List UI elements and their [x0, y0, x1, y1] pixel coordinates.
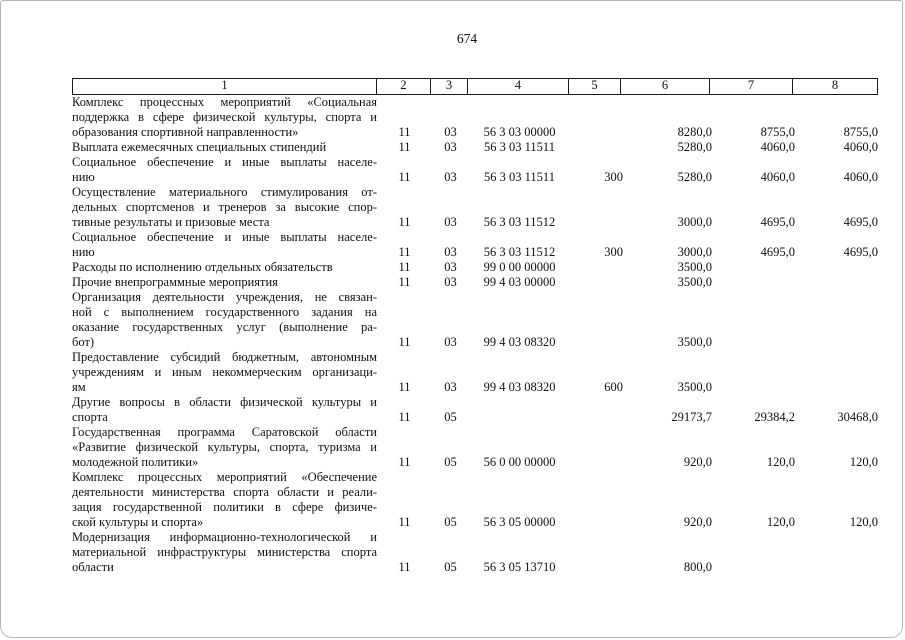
amount-cell-year1: 3000,0	[677, 215, 712, 229]
amount-cell-year3: 8755,0	[843, 125, 878, 139]
column-header-2: 2	[377, 79, 431, 94]
table-row	[72, 530, 878, 575]
name-line: «Развитие физической культуры, спорта, туризма и	[72, 440, 377, 454]
name-line: оказание государственных услуг (выполнение ра-	[72, 320, 377, 334]
amount-cell-year1: 5280,0	[677, 170, 712, 184]
amount-cell-year1: 5280,0	[677, 140, 712, 154]
subsection-code-cell: 05	[444, 455, 457, 469]
column-header-3: 3	[431, 79, 468, 94]
amount-cell-year1: 3500,0	[677, 380, 712, 394]
subsection-code-cell: 05	[444, 410, 457, 424]
name-cell	[72, 275, 377, 290]
amount-cell-year2	[712, 350, 795, 395]
section-code-cell: 11	[398, 140, 411, 154]
amount-cell-year2	[712, 530, 795, 575]
subsection-code-cell: 03	[444, 140, 457, 154]
column-header-7: 7	[710, 79, 793, 94]
amount-cell-year3: 30468,0	[837, 410, 878, 424]
name-line: бот)	[72, 335, 95, 349]
table-header-row	[72, 78, 878, 95]
name-line: Прочие внепрограммные мероприятия	[72, 275, 278, 289]
name-cell	[72, 95, 377, 140]
subsection-code-cell: 03	[444, 260, 457, 274]
budget-table	[72, 78, 878, 575]
section-code-cell: 11	[398, 215, 411, 229]
target-article-code-cell: 56 3 03 11511	[484, 170, 555, 184]
amount-cell-year3	[795, 290, 878, 350]
section-code-cell: 11	[398, 260, 411, 274]
table-row	[72, 470, 878, 530]
name-line: области	[72, 560, 114, 574]
column-header-6: 6	[621, 79, 710, 94]
amount-cell-year2: 120,0	[766, 515, 795, 529]
name-line: Модернизация информационно-технологической и	[72, 530, 377, 544]
amount-cell-year1: 800,0	[683, 560, 712, 574]
target-article-code-cell: 56 3 03 11512	[483, 245, 556, 259]
name-line: ной с выполнением государственного задания на	[72, 305, 377, 319]
amount-cell-year2: 4060,0	[760, 140, 795, 154]
name-line: Расходы по исполнению отдельных обязательств	[72, 260, 333, 274]
name-line: деятельности министерства спорта области и реали-	[72, 485, 377, 499]
amount-cell-year1: 8280,0	[677, 125, 712, 139]
amount-cell-year3	[795, 350, 878, 395]
target-article-code-cell: 56 3 03 00000	[483, 125, 556, 139]
target-article-code-cell: 99 4 03 00000	[483, 275, 556, 289]
name-line: Организация деятельности учреждения, не связан-	[72, 290, 377, 304]
amount-cell-year3: 120,0	[849, 455, 878, 469]
table-row	[72, 395, 878, 425]
name-cell	[72, 470, 377, 530]
table-row	[72, 425, 878, 470]
amount-cell-year1: 920,0	[683, 455, 712, 469]
expense-type-code-cell	[570, 95, 623, 140]
column-header-1: 1	[73, 79, 377, 94]
name-line: учреждениям и иным некоммерческим организаци-	[72, 365, 377, 379]
amount-cell-year2	[712, 275, 795, 290]
expense-type-code-cell	[570, 530, 623, 575]
target-article-code-cell: 99 0 00 00000	[483, 260, 556, 274]
expense-type-code-cell	[570, 260, 623, 275]
name-cell	[72, 290, 377, 350]
expense-type-code-cell	[570, 425, 623, 470]
name-cell	[72, 140, 377, 155]
expense-type-code-cell	[570, 470, 623, 530]
amount-cell-year3: 4060,0	[843, 140, 878, 154]
amount-cell-year2	[712, 260, 795, 275]
section-code-cell: 11	[398, 170, 411, 184]
subsection-code-cell: 03	[444, 215, 457, 229]
table-row	[72, 350, 878, 395]
name-line: молодежной политики»	[72, 455, 199, 469]
name-line: Осуществление материального стимулирования от-	[72, 185, 377, 199]
amount-cell-year3	[795, 530, 878, 575]
expense-type-code-cell	[570, 290, 623, 350]
expense-type-code-cell: 600	[604, 380, 623, 394]
target-article-code-cell: 99 4 03 08320	[483, 380, 556, 394]
amount-cell-year3: 4060,0	[843, 170, 878, 184]
subsection-code-cell: 03	[444, 380, 457, 394]
amount-cell-year1: 3000,0	[677, 245, 712, 259]
name-line: Социальное обеспечение и иные выплаты населе-	[72, 230, 377, 244]
column-header-5: 5	[569, 79, 621, 94]
subsection-code-cell: 05	[444, 560, 457, 574]
amount-cell-year2: 4060,0	[760, 170, 795, 184]
expense-type-code-cell	[570, 275, 623, 290]
subsection-code-cell: 03	[444, 125, 457, 139]
section-code-cell: 11	[398, 125, 411, 139]
name-line: Социальное обеспечение и иные выплаты населе-	[72, 155, 377, 169]
name-cell	[72, 155, 377, 185]
column-header-4: 4	[468, 79, 569, 94]
name-line: поддержка в сфере физической культуры, спорта и	[72, 110, 377, 124]
subsection-code-cell: 03	[444, 275, 457, 289]
name-cell	[72, 530, 377, 575]
target-article-code-cell: 56 3 03 11512	[483, 215, 556, 229]
section-code-cell: 11	[398, 560, 411, 574]
name-line: Комплекс процессных мероприятий «Обеспечение	[72, 470, 377, 484]
table-row	[72, 140, 878, 155]
section-code-cell: 11	[398, 455, 411, 469]
name-line: зация государственной политики в сфере физиче-	[72, 500, 377, 514]
name-line: спорта	[72, 410, 108, 424]
name-line: Выплата ежемесячных специальных стипендий	[72, 140, 327, 154]
name-cell	[72, 260, 377, 275]
name-line: образования спортивной направленности»	[72, 125, 299, 139]
name-line: ям	[72, 380, 86, 394]
amount-cell-year1: 3500,0	[677, 275, 712, 289]
section-code-cell: 11	[398, 335, 411, 349]
expense-type-code-cell: 300	[604, 170, 623, 184]
table-row	[72, 275, 878, 290]
amount-cell-year1: 3500,0	[677, 260, 712, 274]
expense-type-code-cell	[570, 395, 623, 425]
amount-cell-year1: 920,0	[683, 515, 712, 529]
page-number: 674	[456, 31, 478, 46]
name-line: Другие вопросы в области физической культуры и	[72, 395, 377, 409]
name-cell	[72, 395, 377, 425]
name-line: дельных спортсменов и тренеров за высокие спор-	[72, 200, 377, 214]
table-row	[72, 230, 878, 260]
amount-cell-year3: 4695,0	[843, 245, 878, 259]
subsection-code-cell: 03	[444, 245, 457, 259]
target-article-code-cell: 56 0 00 00000	[483, 455, 556, 469]
section-code-cell: 11	[398, 410, 411, 424]
table-row	[72, 185, 878, 230]
amount-cell-year2: 29384,2	[754, 410, 795, 424]
expense-type-code-cell	[570, 140, 623, 155]
amount-cell-year1: 29173,7	[671, 410, 712, 424]
section-code-cell: 11	[398, 245, 411, 259]
name-line: нию	[72, 170, 95, 184]
subsection-code-cell: 03	[444, 335, 457, 349]
name-line: Комплекс процессных мероприятий «Социальная	[72, 95, 377, 109]
name-cell	[72, 350, 377, 395]
table-row	[72, 155, 878, 185]
subsection-code-cell: 03	[444, 170, 457, 184]
target-article-code-cell: 56 3 03 11511	[484, 140, 555, 154]
table-row	[72, 95, 878, 140]
amount-cell-year2	[712, 290, 795, 350]
subsection-code-cell: 05	[444, 515, 457, 529]
name-line: Предоставление субсидий бюджетным, автономным	[72, 350, 377, 364]
amount-cell-year1: 3500,0	[677, 335, 712, 349]
amount-cell-year3: 120,0	[849, 515, 878, 529]
table-body	[72, 95, 878, 575]
name-cell	[72, 185, 377, 230]
expense-type-code-cell: 300	[604, 245, 623, 259]
amount-cell-year2: 120,0	[766, 455, 795, 469]
name-cell	[72, 230, 377, 260]
amount-cell-year3	[795, 260, 878, 275]
expense-type-code-cell	[570, 185, 623, 230]
amount-cell-year2: 4695,0	[760, 215, 795, 229]
column-header-8: 8	[831, 78, 839, 92]
section-code-cell: 11	[398, 275, 411, 289]
target-article-code-cell: 99 4 03 08320	[483, 335, 556, 349]
section-code-cell: 11	[398, 380, 411, 394]
name-line: нию	[72, 245, 95, 259]
table-row	[72, 290, 878, 350]
amount-cell-year2: 8755,0	[760, 125, 795, 139]
name-cell	[72, 425, 377, 470]
name-line: ской культуры и спорта»	[72, 515, 204, 529]
name-line: материальной инфраструктуры министерства спорта	[72, 545, 377, 559]
table-row	[72, 260, 878, 275]
amount-cell-year2: 4695,0	[760, 245, 795, 259]
target-article-code-cell: 56 3 05 00000	[483, 515, 556, 529]
amount-cell-year3	[795, 275, 878, 290]
target-article-code-cell	[469, 395, 570, 425]
target-article-code-cell: 56 3 05 13710	[483, 560, 556, 574]
name-line: тивные результаты и призовые места	[72, 215, 270, 229]
section-code-cell: 11	[398, 515, 411, 529]
amount-cell-year3: 4695,0	[843, 215, 878, 229]
name-line: Государственная программа Саратовской области	[72, 425, 377, 439]
